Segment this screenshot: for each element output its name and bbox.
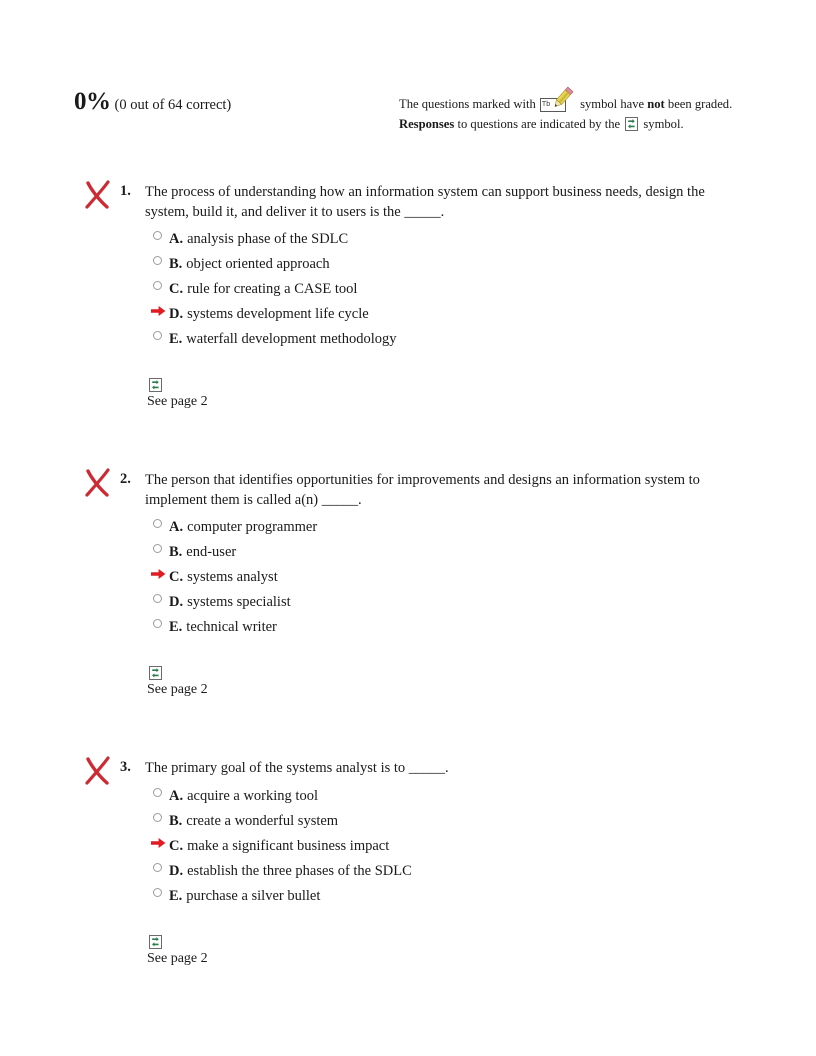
option-marker[interactable] bbox=[151, 617, 169, 631]
option-text: systems analyst bbox=[187, 569, 278, 585]
option-letter: A. bbox=[169, 519, 184, 535]
reference-block bbox=[147, 934, 715, 967]
page-reference-text: See page 2 bbox=[147, 682, 208, 697]
legend-line-grading bbox=[399, 94, 749, 114]
option-text: rule for creating a CASE tool bbox=[187, 281, 358, 297]
option-row[interactable] bbox=[151, 589, 715, 614]
option-marker[interactable] bbox=[151, 567, 169, 581]
radio-button-unselected[interactable] bbox=[153, 594, 162, 603]
incorrect-x-mark-icon bbox=[82, 754, 114, 786]
option-marker[interactable] bbox=[151, 886, 169, 900]
option-text: waterfall development methodology bbox=[186, 331, 397, 347]
pencil-icon-box-label: Tb bbox=[540, 98, 566, 112]
legend-text-not: not bbox=[647, 97, 665, 111]
option-row[interactable] bbox=[151, 614, 715, 639]
response-arrow-icon bbox=[151, 305, 166, 317]
legend-text-5: symbol. bbox=[643, 117, 684, 131]
response-arrow-icon bbox=[151, 837, 166, 849]
option-text: end-user bbox=[186, 544, 237, 560]
option-row[interactable] bbox=[151, 251, 715, 276]
legend-line-responses bbox=[399, 114, 749, 134]
option-marker[interactable] bbox=[151, 254, 169, 268]
radio-button-unselected[interactable] bbox=[153, 863, 162, 872]
question-item bbox=[0, 746, 816, 967]
question-body bbox=[145, 458, 715, 698]
reference-icon-row bbox=[147, 934, 715, 950]
radio-button-unselected[interactable] bbox=[153, 256, 162, 265]
score-detail: (0 out of 64 correct) bbox=[114, 97, 232, 113]
option-row[interactable] bbox=[151, 883, 715, 908]
radio-button-unselected[interactable] bbox=[153, 519, 162, 528]
option-marker[interactable] bbox=[151, 811, 169, 825]
option-text: establish the three phases of the SDLC bbox=[187, 862, 412, 879]
option-row-selected[interactable] bbox=[151, 833, 715, 858]
legend-text-responses: Responses bbox=[399, 117, 455, 131]
score-percent: 0% bbox=[74, 88, 111, 115]
option-text: technical writer bbox=[186, 619, 277, 635]
option-letter: A. bbox=[169, 787, 184, 804]
radio-button-unselected[interactable] bbox=[153, 331, 162, 340]
option-row-selected[interactable] bbox=[151, 301, 715, 326]
option-text: purchase a silver bullet bbox=[186, 887, 321, 904]
question-number: 2. bbox=[120, 471, 131, 487]
question-body bbox=[145, 746, 715, 967]
option-letter: B. bbox=[169, 544, 183, 560]
option-letter: E. bbox=[169, 331, 183, 347]
option-list bbox=[145, 514, 715, 639]
incorrect-x-mark-icon bbox=[82, 466, 114, 498]
radio-button-unselected[interactable] bbox=[153, 281, 162, 290]
option-marker[interactable] bbox=[151, 304, 169, 318]
option-marker[interactable] bbox=[151, 229, 169, 243]
legend-text-3: been graded. bbox=[667, 97, 733, 111]
question-list bbox=[0, 170, 816, 967]
reference-block bbox=[147, 377, 715, 410]
option-letter: C. bbox=[169, 569, 184, 585]
option-text: object oriented approach bbox=[186, 256, 330, 272]
option-row[interactable] bbox=[151, 539, 715, 564]
option-marker[interactable] bbox=[151, 329, 169, 343]
radio-button-unselected[interactable] bbox=[153, 813, 162, 822]
option-marker[interactable] bbox=[151, 279, 169, 293]
option-marker[interactable] bbox=[151, 592, 169, 606]
question-text: The primary goal of the systems analyst is to _____. bbox=[145, 760, 449, 776]
option-text: make a significant business impact bbox=[187, 837, 390, 854]
option-letter: E. bbox=[169, 619, 183, 635]
radio-button-unselected[interactable] bbox=[153, 788, 162, 797]
option-list bbox=[145, 783, 715, 908]
option-letter: B. bbox=[169, 812, 183, 829]
response-image-icon bbox=[625, 117, 638, 131]
option-marker[interactable] bbox=[151, 861, 169, 875]
response-arrow-icon bbox=[151, 568, 166, 580]
option-letter: B. bbox=[169, 256, 183, 272]
reference-icon-row bbox=[147, 665, 715, 681]
option-row[interactable] bbox=[151, 858, 715, 883]
option-text: systems development life cycle bbox=[187, 306, 369, 322]
page-reference-text: See page 2 bbox=[147, 950, 208, 966]
question-body bbox=[145, 170, 715, 410]
option-letter: D. bbox=[169, 306, 184, 322]
option-letter: C. bbox=[169, 837, 184, 854]
radio-button-unselected[interactable] bbox=[153, 619, 162, 628]
pencil-icon bbox=[540, 97, 576, 111]
option-letter: E. bbox=[169, 887, 183, 904]
option-row[interactable] bbox=[151, 783, 715, 808]
question-item bbox=[0, 170, 816, 410]
results-header bbox=[0, 80, 816, 150]
question-number: 3. bbox=[120, 759, 131, 775]
option-row[interactable] bbox=[151, 808, 715, 833]
option-marker[interactable] bbox=[151, 836, 169, 850]
page-reference-text: See page 2 bbox=[147, 394, 208, 409]
option-letter: D. bbox=[169, 594, 184, 610]
response-image-icon bbox=[149, 378, 162, 392]
incorrect-x-mark-icon bbox=[82, 178, 114, 210]
question-number: 1. bbox=[120, 183, 131, 199]
option-letter: D. bbox=[169, 862, 184, 879]
pencil-icon-glyph bbox=[548, 84, 576, 112]
question-text: The person that identifies opportunities for improvements and designs an information system to implement them is called a(n) _____. bbox=[145, 472, 700, 508]
response-image-icon bbox=[149, 935, 162, 949]
option-row[interactable] bbox=[151, 276, 715, 301]
option-text: create a wonderful system bbox=[186, 812, 339, 829]
option-marker[interactable] bbox=[151, 517, 169, 531]
option-letter: C. bbox=[169, 281, 184, 297]
option-text: analysis phase of the SDLC bbox=[187, 231, 349, 247]
option-row[interactable] bbox=[151, 326, 715, 351]
option-marker[interactable] bbox=[151, 786, 169, 800]
legend bbox=[399, 94, 749, 134]
option-list bbox=[145, 226, 715, 351]
reference-icon-row bbox=[147, 377, 715, 393]
option-text: systems specialist bbox=[187, 594, 291, 610]
legend-text-4: to questions are indicated by the bbox=[457, 117, 621, 131]
legend-text-1: The questions marked with bbox=[399, 97, 536, 111]
option-marker[interactable] bbox=[151, 542, 169, 556]
question-text: The process of understanding how an information system can support business needs, design the system, build it, and deliver it to users is the _____. bbox=[145, 184, 705, 220]
option-row[interactable] bbox=[151, 514, 715, 539]
option-row-selected[interactable] bbox=[151, 564, 715, 589]
legend-text-2: symbol have bbox=[580, 97, 645, 111]
reference-block bbox=[147, 665, 715, 698]
radio-button-unselected[interactable] bbox=[153, 888, 162, 897]
response-image-icon bbox=[149, 666, 162, 680]
score-summary bbox=[74, 88, 231, 116]
option-text: computer programmer bbox=[187, 519, 318, 535]
question-item bbox=[0, 458, 816, 698]
option-letter: A. bbox=[169, 231, 184, 247]
radio-button-unselected[interactable] bbox=[153, 544, 162, 553]
radio-button-unselected[interactable] bbox=[153, 231, 162, 240]
option-text: acquire a working tool bbox=[187, 787, 318, 804]
option-row[interactable] bbox=[151, 226, 715, 251]
